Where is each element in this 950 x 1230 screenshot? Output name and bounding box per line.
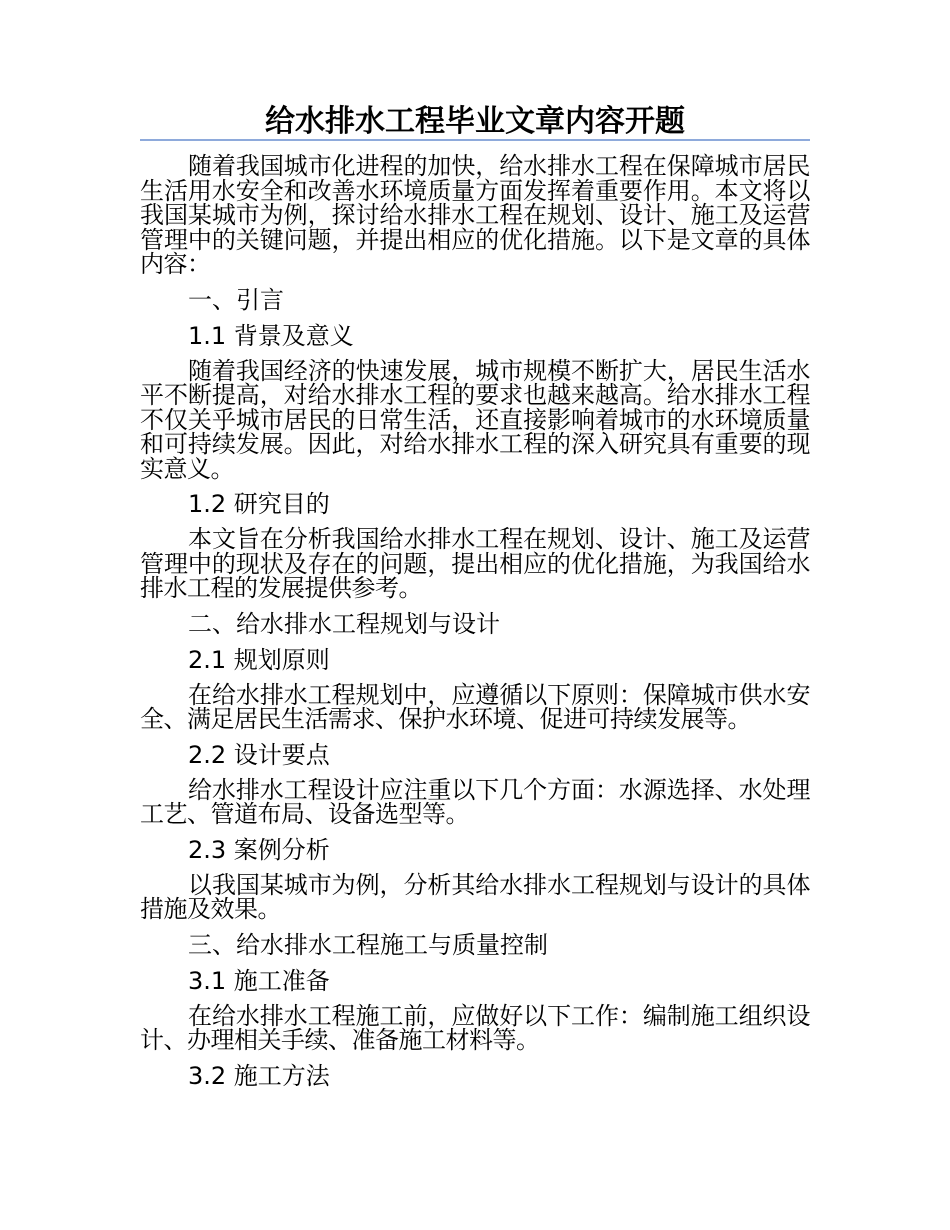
paragraph-2-3: 以我国某城市为例，分析其给水排水工程规划与设计的具体措施及效果。 <box>140 870 810 923</box>
document-title: 给水排水工程毕业文章内容开题 <box>265 104 685 139</box>
subsection-heading-2-1: 2.1 规划原则 <box>188 645 330 674</box>
section-heading-2: 二、给水排水工程规划与设计 <box>188 609 500 638</box>
section-heading-1: 一、引言 <box>188 285 284 314</box>
subsection-heading-3-1: 3.1 施工准备 <box>188 966 330 995</box>
subsection-heading-1-2: 1.2 研究目的 <box>188 490 330 518</box>
title-underline <box>140 139 810 141</box>
subsection-heading-2-3: 2.3 案例分析 <box>188 835 330 864</box>
document-body <box>140 154 810 1099</box>
paragraph-3-1: 在给水排水工程施工前，应做好以下工作：编制施工组织设计、办理相关手续、准备施工材料等。 <box>140 1001 810 1054</box>
paragraph-2-2: 给水排水工程设计应注重以下几个方面：水源选择、水处理工艺、管道布局、设备选型等。 <box>140 775 810 828</box>
subsection-heading-3-2: 3.2 施工方法 <box>188 1061 330 1090</box>
intro-paragraph: 随着我国城市化进程的加快，给水排水工程在保障城市居民生活用水安全和改善水环境质量方面发挥着重要作用。本文将以我国某城市为例，探讨给水排水工程在规划、设计、施工及运营管理中的关键问题，并提出相应的优化措施。以下是文章的具体内容： <box>140 152 810 278</box>
subsection-heading-2-2: 2.2 设计要点 <box>188 740 330 769</box>
paragraph-2-1: 在给水排水工程规划中，应遵循以下原则：保障城市供水安全、满足居民生活需求、保护水环境、促进可持续发展等。 <box>140 680 810 733</box>
paragraph-1-2: 本文旨在分析我国给水排水工程在规划、设计、施工及运营管理中的现状及存在的问题，提出相应的优化措施，为我国给水排水工程的发展提供参考。 <box>140 525 810 602</box>
section-heading-3: 三、给水排水工程施工与质量控制 <box>188 930 548 959</box>
paragraph-1-1: 随着我国经济的快速发展，城市规模不断扩大，居民生活水平不断提高，对给水排水工程的要求也越来越高。给水排水工程不仅关乎城市居民的日常生活，还直接影响着城市的水环境质量和可持续发展。因此，对给水排水工程的深入研究具有重要的现实意义。 <box>140 356 810 483</box>
subsection-heading-1-1: 1.1 背景及意义 <box>188 321 354 350</box>
